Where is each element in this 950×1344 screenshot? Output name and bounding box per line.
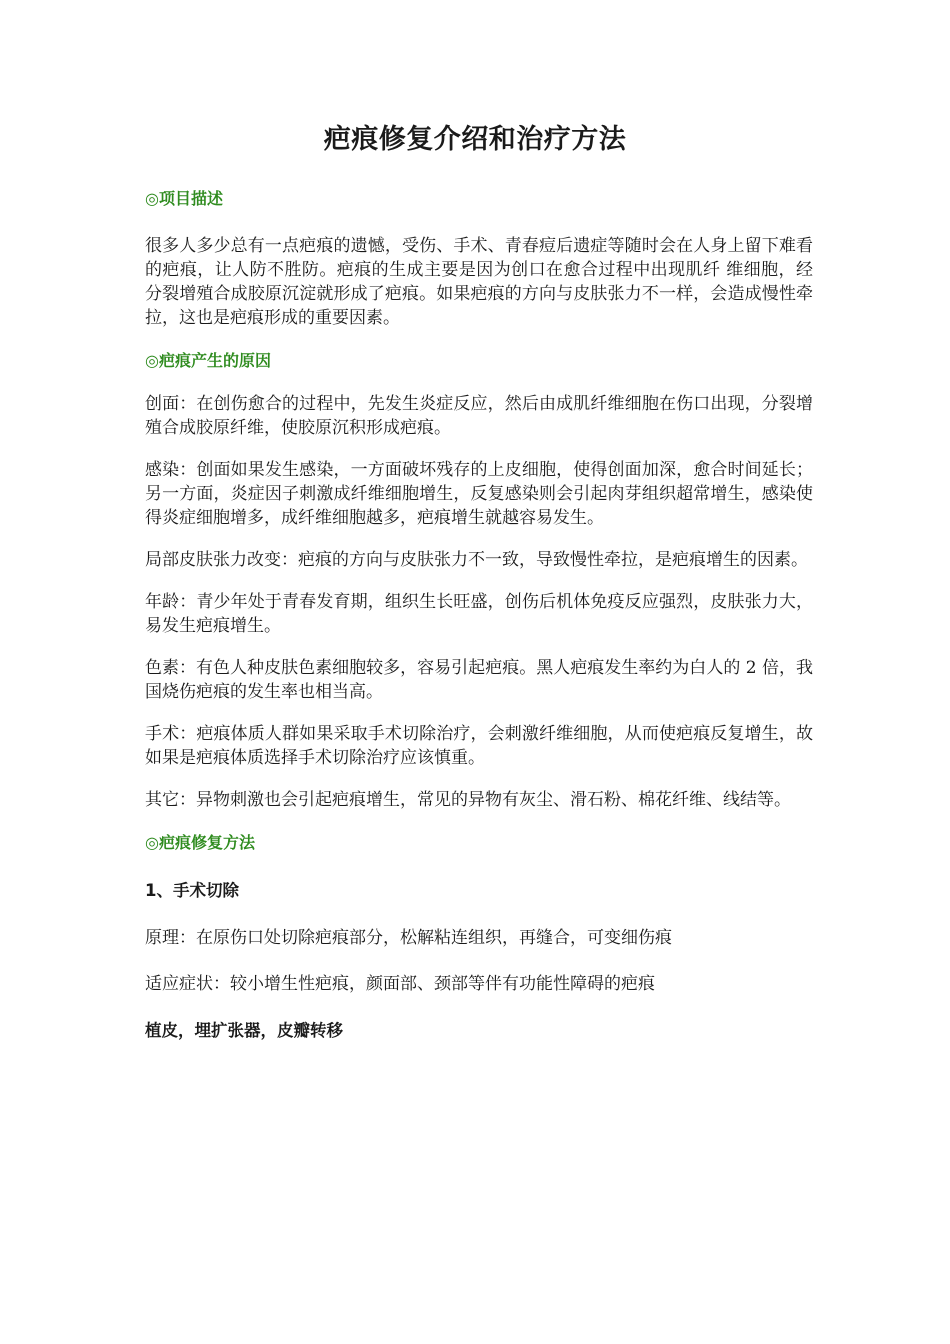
section-heading-description: ◎项目描述 [145,189,223,208]
document-title: 疤痕修复介绍和治疗方法 [323,124,627,155]
section-heading-methods: ◎疤痕修复方法 [145,833,255,852]
paragraph: 很多人多少总有一点疤痕的遗憾，受伤、手术、青春痘后遗症等随时会在人身上留下难看的疤痕，让人防不胜防。疤痕的生成主要是因为创口在愈合过程中出现肌纤 维细胞，经分裂增殖合成胶原沉淀就形成了疤痕。如果疤痕的方向与皮肤张力不一样，会造成慢性牵拉，这也是疤痕形成的重要因素。 [145,236,813,328]
paragraph: 其它：异物刺激也会引起疤痕增生，常见的异物有灰尘、滑石粉、棉花纤维、线结等。 [145,790,791,810]
paragraph: 感染：创面如果发生感染，一方面破坏残存的上皮细胞，使得创面加深，愈合时间延长；另一方面，炎症因子刺激成纤维细胞增生，反复感染则会引起肉芽组织超常增生，感染使得炎症细胞增多，成纤维细胞越多，疤痕增生就越容易发生。 [145,460,813,528]
document-body [145,186,813,1044]
method-subheading: 1、手术切除 [145,881,239,900]
section-heading-causes: ◎疤痕产生的原因 [145,351,271,370]
paragraph: 适应症状：较小增生性疤痕，颜面部、颈部等伴有功能性障碍的疤痕 [145,974,655,994]
closing-bold-line: 植皮，埋扩张器，皮瓣转移 [145,1021,343,1040]
paragraph: 手术：疤痕体质人群如果采取手术切除治疗，会刺激纤维细胞，从而使疤痕反复增生，故如果是疤痕体质选择手术切除治疗应该慎重。 [145,724,813,768]
paragraph: 创面：在创伤愈合的过程中，先发生炎症反应，然后由成肌纤维细胞在伤口出现，分裂增殖合成胶原纤维，使胶原沉积形成疤痕。 [145,394,813,438]
paragraph: 年龄：青少年处于青春发育期，组织生长旺盛，创伤后机体免疫反应强烈，皮肤张力大，易发生疤痕增生。 [145,592,813,636]
paragraph: 原理：在原伤口处切除疤痕部分，松解粘连组织，再缝合，可变细伤痕 [145,928,672,948]
paragraph: 色素：有色人种皮肤色素细胞较多，容易引起疤痕。黑人疤痕发生率约为白人的 2 倍，我国烧伤疤痕的发生率也相当高。 [145,658,813,702]
paragraph: 局部皮肤张力改变：疤痕的方向与皮肤张力不一致，导致慢性牵拉，是疤痕增生的因素。 [145,550,808,570]
